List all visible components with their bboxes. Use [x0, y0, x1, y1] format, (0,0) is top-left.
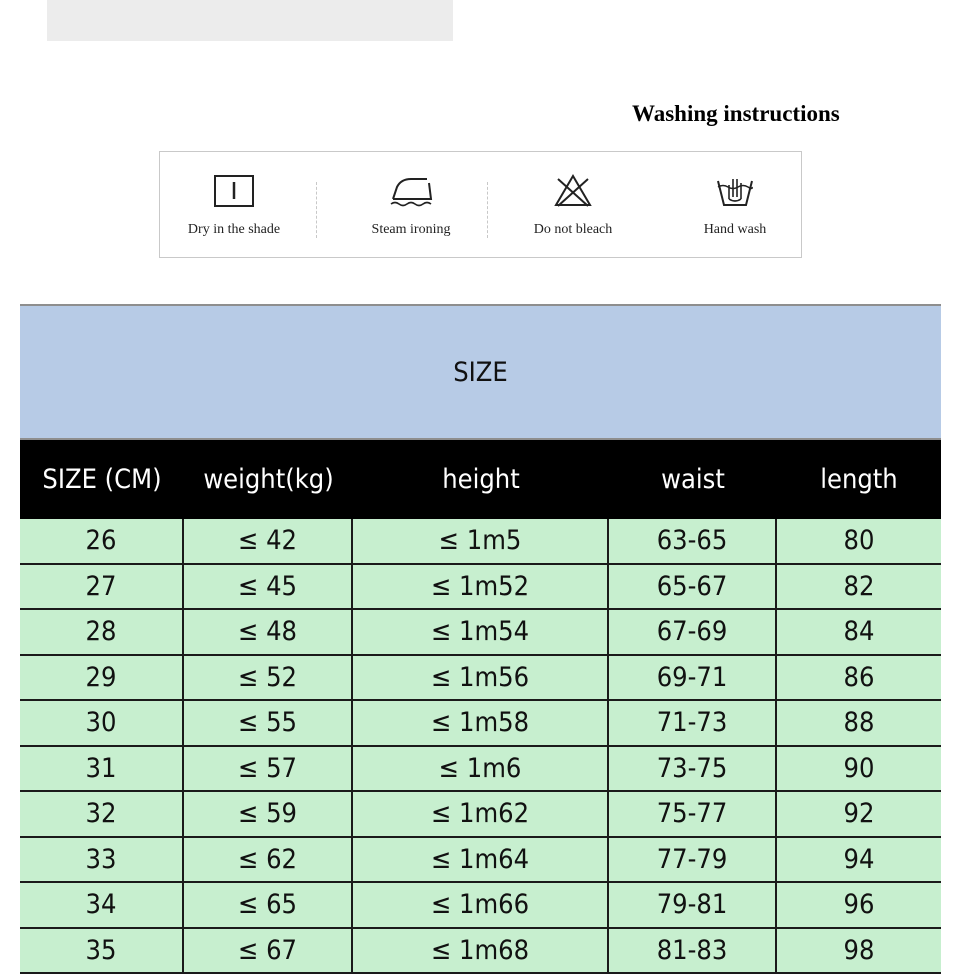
- table-row: [20, 565, 941, 611]
- header-height: height: [353, 440, 609, 519]
- cell-length: 80: [777, 519, 941, 563]
- care-instructions-panel: [159, 151, 802, 258]
- cell-height: ≤ 1m64: [353, 838, 609, 882]
- care-label: Steam ironing: [372, 222, 451, 238]
- cell-length: 96: [777, 883, 941, 927]
- cell-waist: 71-73: [609, 701, 777, 745]
- table-header-row: [20, 440, 941, 519]
- cell-weight: ≤ 57: [184, 747, 353, 791]
- table-row: [20, 656, 941, 702]
- cell-height: ≤ 1m5: [353, 519, 609, 563]
- header-size: SIZE (CM): [20, 440, 184, 519]
- cell-waist: 63-65: [609, 519, 777, 563]
- cell-height: ≤ 1m52: [353, 565, 609, 609]
- cell-waist: 75-77: [609, 792, 777, 836]
- cell-length: 98: [777, 929, 941, 973]
- care-item-do-not-bleach: [492, 152, 654, 257]
- cell-size: 31: [20, 747, 184, 791]
- cell-waist: 65-67: [609, 565, 777, 609]
- cell-weight: ≤ 45: [184, 565, 353, 609]
- washing-instructions-title: Washing instructions: [632, 101, 840, 127]
- cell-waist: 69-71: [609, 656, 777, 700]
- size-banner: SIZE: [20, 306, 941, 440]
- cell-length: 90: [777, 747, 941, 791]
- header-weight: weight(kg): [184, 440, 353, 519]
- care-divider: [487, 182, 488, 238]
- care-divider: [316, 182, 317, 238]
- cell-weight: ≤ 52: [184, 656, 353, 700]
- cell-height: ≤ 1m6: [353, 747, 609, 791]
- cell-weight: ≤ 62: [184, 838, 353, 882]
- cell-waist: 81-83: [609, 929, 777, 973]
- cell-size: 29: [20, 656, 184, 700]
- cell-height: ≤ 1m62: [353, 792, 609, 836]
- table-row: [20, 792, 941, 838]
- care-label: Do not bleach: [534, 222, 613, 238]
- cell-length: 86: [777, 656, 941, 700]
- cell-waist: 79-81: [609, 883, 777, 927]
- cell-size: 34: [20, 883, 184, 927]
- cell-weight: ≤ 55: [184, 701, 353, 745]
- care-label: Dry in the shade: [188, 222, 280, 238]
- no-bleach-icon: [553, 172, 593, 210]
- table-row: [20, 747, 941, 793]
- cell-weight: ≤ 65: [184, 883, 353, 927]
- table-row: [20, 701, 941, 747]
- care-label: Hand wash: [704, 222, 767, 238]
- cell-size: 26: [20, 519, 184, 563]
- cell-size: 27: [20, 565, 184, 609]
- cell-waist: 67-69: [609, 610, 777, 654]
- table-row: [20, 519, 941, 565]
- care-item-hand-wash: [654, 152, 816, 257]
- cell-height: ≤ 1m56: [353, 656, 609, 700]
- cell-waist: 73-75: [609, 747, 777, 791]
- dry-in-shade-icon: [213, 172, 255, 210]
- image-placeholder: [47, 0, 453, 41]
- cell-size: 30: [20, 701, 184, 745]
- cell-weight: ≤ 59: [184, 792, 353, 836]
- cell-length: 94: [777, 838, 941, 882]
- cell-height: ≤ 1m58: [353, 701, 609, 745]
- size-chart-table: [20, 304, 941, 974]
- cell-size: 33: [20, 838, 184, 882]
- steam-iron-icon: [387, 172, 435, 210]
- header-waist: waist: [609, 440, 777, 519]
- cell-weight: ≤ 48: [184, 610, 353, 654]
- header-length: length: [777, 440, 941, 519]
- cell-length: 84: [777, 610, 941, 654]
- cell-length: 88: [777, 701, 941, 745]
- cell-height: ≤ 1m68: [353, 929, 609, 973]
- table-row: [20, 929, 941, 974]
- hand-wash-icon: [715, 172, 755, 210]
- table-row: [20, 883, 941, 929]
- cell-height: ≤ 1m66: [353, 883, 609, 927]
- cell-size: 28: [20, 610, 184, 654]
- table-row: [20, 838, 941, 884]
- cell-length: 92: [777, 792, 941, 836]
- cell-weight: ≤ 42: [184, 519, 353, 563]
- cell-length: 82: [777, 565, 941, 609]
- cell-size: 32: [20, 792, 184, 836]
- care-item-dry-in-shade: [160, 152, 308, 257]
- cell-height: ≤ 1m54: [353, 610, 609, 654]
- care-item-steam-ironing: [322, 152, 500, 257]
- cell-size: 35: [20, 929, 184, 973]
- cell-waist: 77-79: [609, 838, 777, 882]
- table-row: [20, 610, 941, 656]
- cell-weight: ≤ 67: [184, 929, 353, 973]
